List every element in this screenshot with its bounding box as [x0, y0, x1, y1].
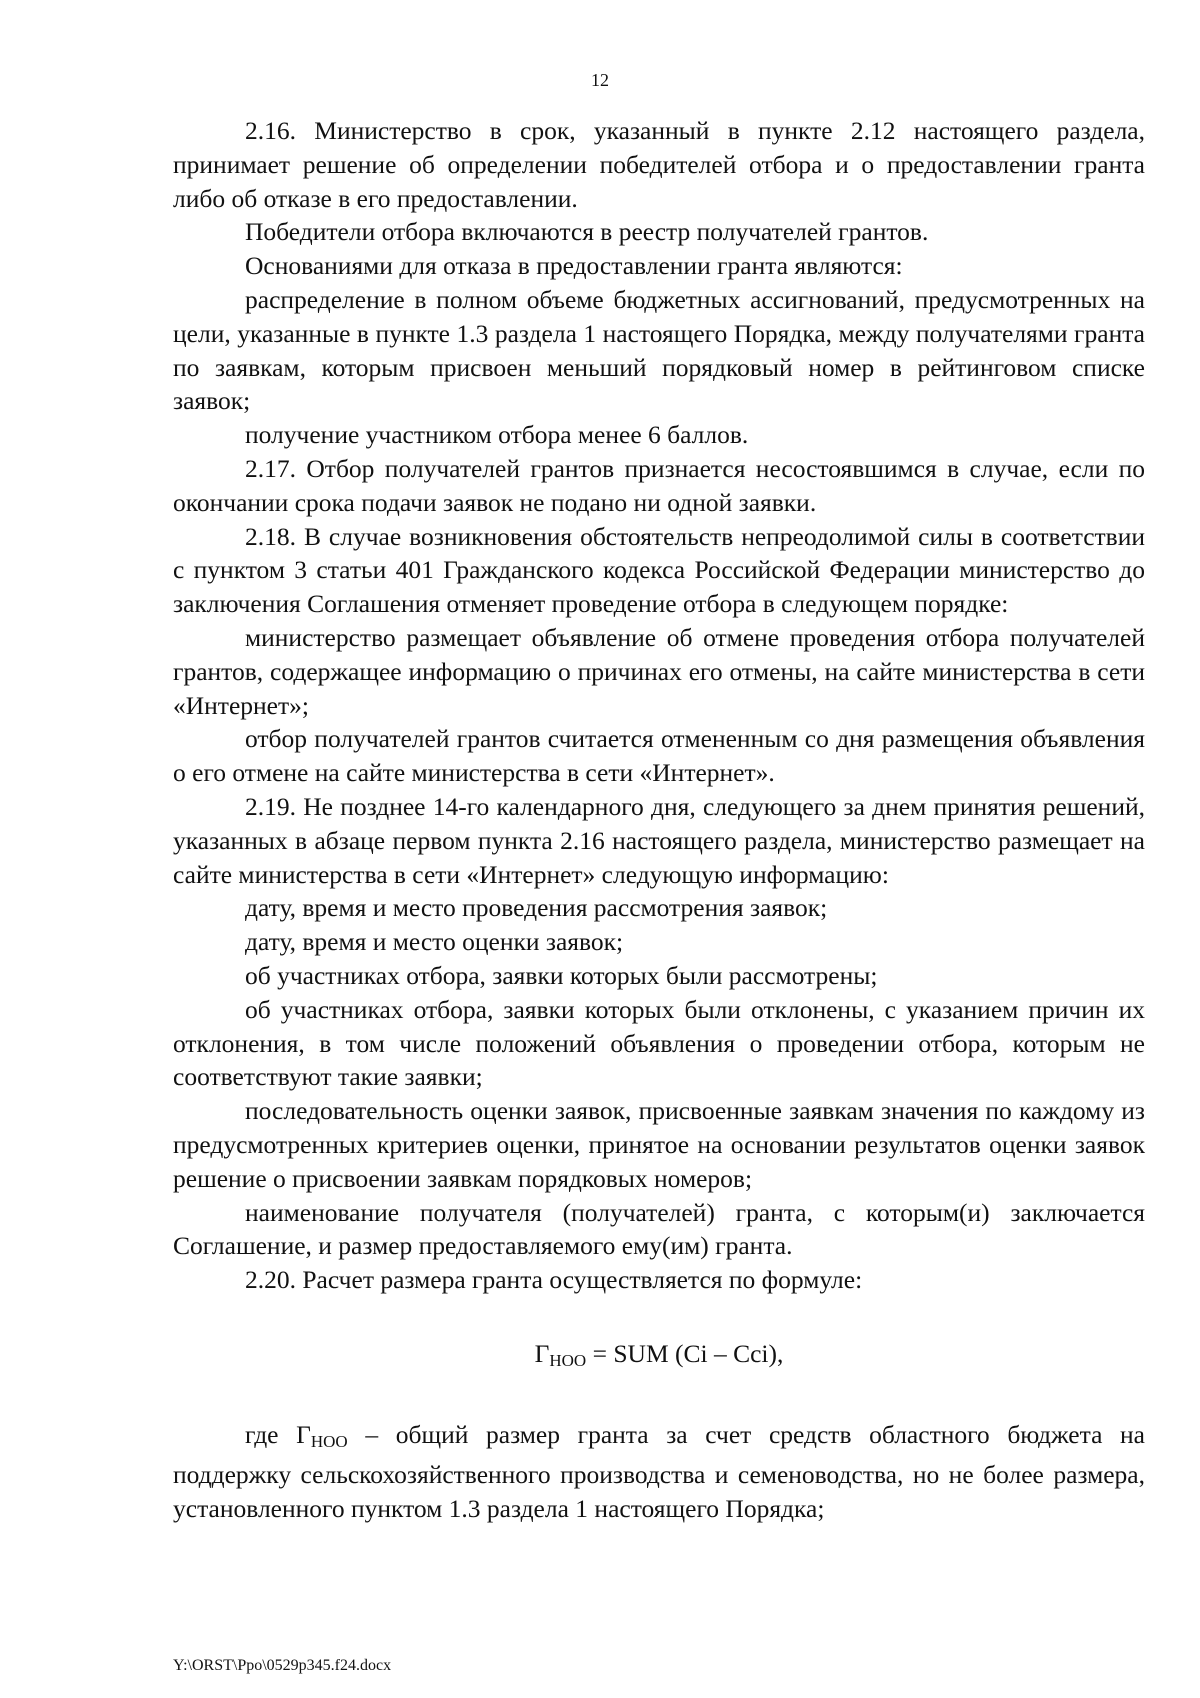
paragraph-low-score: получение участником отбора менее 6 баллов.	[245, 420, 749, 450]
list-item-reviewed-participants: об участниках отбора, заявки которых были рассмотрены;	[245, 960, 878, 990]
paragraph-2-18: 2.18. В случае возникновения обстоятельств непреодолимой силы в соответствии с пунктом 3 статьи 401 Гражданского кодекса Российской Федерации министерство до заключения Соглашения отменяет проведение отбора в следующем порядке:	[173, 521, 1145, 619]
page-number: 12	[591, 70, 609, 90]
paragraph-cancel-announcement: министерство размещает объявление об отмене проведения отбора получателей грантов, содержащее информацию о причинах его отмены, на сайте министерства в сети «Интернет»;	[173, 622, 1145, 720]
grant-formula	[173, 1297, 1145, 1418]
formula-rhs: = SUM (Ci – Cci),	[586, 1338, 784, 1368]
paragraph-definition	[173, 1418, 1145, 1526]
formula-lhs-subscript: НОО	[549, 1350, 587, 1370]
paragraph-2-17: 2.17. Отбор получателей грантов признается несостоявшимся в случае, если по окончании срока подачи заявок не подано ни одной заявки.	[173, 453, 1145, 517]
footer-file-path: Y:\ORST\Ppo\0529p345.f24.docx	[173, 1657, 392, 1674]
paragraph-budget-distribution: распределение в полном объеме бюджетных ассигнований, предусмотренных на цели, указанные в пункте 1.3 раздела 1 настоящего Порядка, между получателями гранта по заявкам, которым присвоен меньший порядковый номер в рейтинговом списке заявок;	[173, 284, 1145, 416]
paragraph-refusal-grounds: Основаниями для отказа в предоставлении гранта являются:	[245, 251, 903, 281]
paragraph-2-19: 2.19. Не позднее 14-го календарного дня, следующего за днем принятия решений, указанных в абзаце первом пункта 2.16 настоящего раздела, министерство размещает на сайте министерства в сети «Интернет» следующую информацию:	[173, 791, 1145, 889]
document-body	[173, 114, 1145, 1526]
list-item-rejected-participants: об участниках отбора, заявки которых были отклонены, с указанием причин их отклонения, в том числе положений объявления о проведении отбора, которым не соответствуют такие заявки;	[173, 994, 1145, 1092]
definition-prefix: где Г	[245, 1419, 311, 1449]
paragraph-winners-registry: Победители отбора включаются в реестр получателей грантов.	[245, 217, 929, 247]
paragraph-2-16: 2.16. Министерство в срок, указанный в пункте 2.12 настоящего раздела, принимает решение об определении победителей отбора и о предоставлении гранта либо об отказе в его предоставлении.	[173, 116, 1145, 213]
list-item-recipient-name: наименование получателя (получателей) гранта, с которым(и) заключается Соглашение, и размер предоставляемого ему(им) гранта.	[173, 1197, 1145, 1261]
list-item-evaluation-date: дату, время и место оценки заявок;	[245, 927, 624, 957]
definition-subscript: НОО	[310, 1431, 348, 1451]
paragraph-2-20: 2.20. Расчет размера гранта осуществляется по формуле:	[245, 1265, 863, 1295]
formula-lhs-symbol: Г	[534, 1338, 550, 1368]
list-item-review-date: дату, время и место проведения рассмотрения заявок;	[245, 893, 828, 923]
definition-text: – общий размер гранта за счет средств областного бюджета на поддержку сельскохозяйственного производства и семеноводства, но не более размера, установленного пунктом 1.3 раздела 1 настоящего Порядка;	[173, 1419, 1145, 1524]
list-item-evaluation-sequence: последовательность оценки заявок, присвоенные заявкам значения по каждому из предусмотренных критериев оценки, принятое на основании результатов оценки заявок решение о присвоении заявкам порядковых номеров;	[173, 1096, 1145, 1193]
paragraph-cancel-effective: отбор получателей грантов считается отмененным со дня размещения объявления о его отмене на сайте министерства в сети «Интернет».	[173, 724, 1145, 788]
